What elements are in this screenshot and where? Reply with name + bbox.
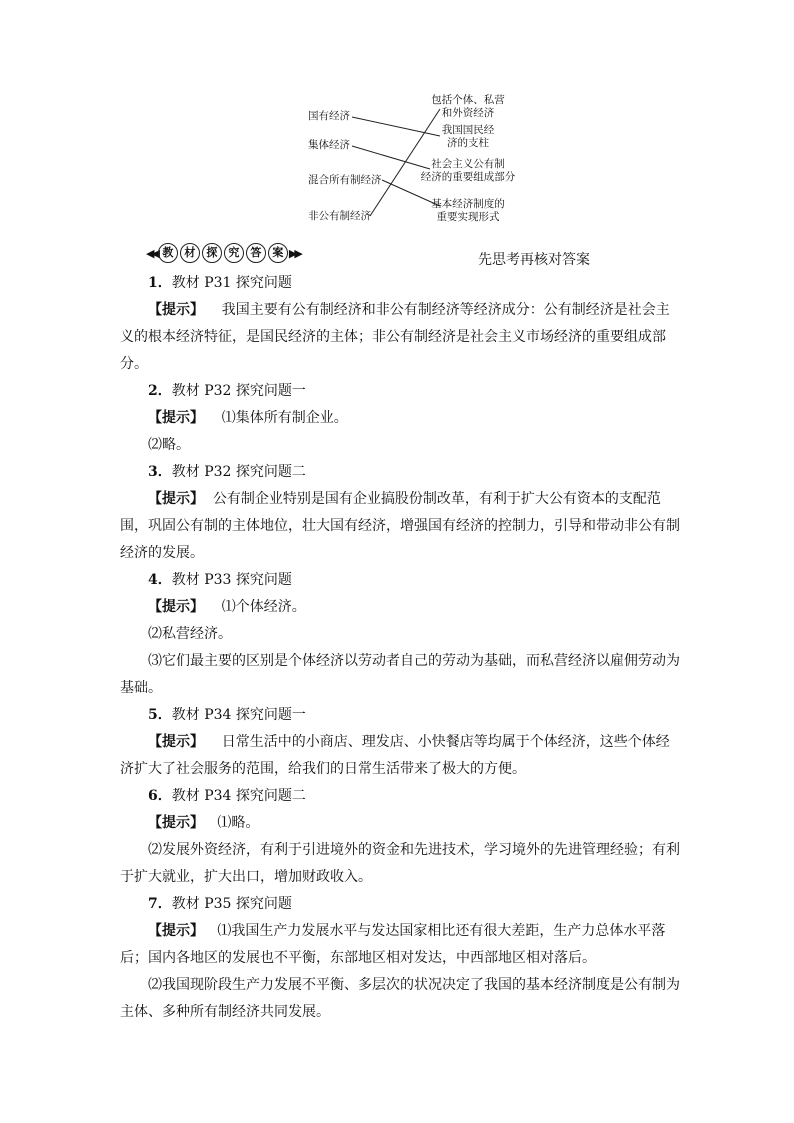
banner-char: 究 [224, 243, 244, 263]
question-heading: 6．教材 P34 探究问题二 [148, 788, 306, 804]
answer-paragraph: 【提示】 我国主要有公有制经济和非公有制经济等经济成分：公有制经济是社会主义的根本经济特征，是国民经济的主体；非公有制经济是社会主义市场经济的重要组成部分。 [120, 302, 670, 372]
question-heading: 1．教材 P31 探究问题 [148, 275, 292, 291]
question-heading: 2．教材 P32 探究问题一 [148, 383, 306, 399]
answer-paragraph: ⑵私营经济。 [148, 626, 232, 642]
answer-paragraph: 【提示】 日常生活中的小商店、理发店、小快餐店等均属于个体经济，这些个体经济扩大了社会服务的范围，给我们的日常生活带来了极大的方便。 [120, 734, 670, 777]
answer-paragraph: 【提示】 ⑴集体所有制企业。 [148, 410, 348, 426]
right-item: 基本经济制度的 重要实现形式 [431, 198, 505, 223]
answer-paragraph: 【提示】 ⑴个体经济。 [148, 599, 306, 615]
answer-paragraph: 【提示】 公有制企业特别是国有企业搞股份制改革，有利于扩大公有资本的支配范围，巩固公有制的主体地位，壮大国有经济，增强国有经济的控制力，引导和带动非公有制经济的发展。 [120, 491, 680, 561]
left-arrows-icon: ◀◀ [146, 246, 157, 260]
answer-paragraph: 【提示】 ⑴略。 [148, 815, 260, 831]
banner-char: 材 [180, 243, 200, 263]
answer-paragraph: ⑵我国现阶段生产力发展不平衡、多层次的状况决定了我国的基本经济制度是公有制为主体、多种所有制经济共同发展。 [120, 977, 680, 1020]
banner-char: 探 [202, 243, 222, 263]
right-item: 社会主义公有制 经济的重要组成部分 [420, 158, 516, 183]
matching-diagram [300, 92, 540, 227]
answer-paragraph: 【提示】 ⑴我国生产力发展水平与发达国家相比还有很大差距，生产力总体水平落后；国内各地区的发展也不平衡，东部地区相对发达，中西部地区相对落后。 [120, 923, 666, 966]
left-item: 集体经济 [308, 139, 350, 151]
question-heading: 4．教材 P33 探究问题 [148, 572, 292, 588]
answer-content [120, 270, 680, 1026]
question-heading: 3．教材 P32 探究问题二 [148, 464, 306, 480]
right-item: 包括个体、私营 和外资经济 [431, 94, 505, 119]
left-item: 国有经济 [308, 110, 350, 122]
right-item: 我国国民经 济的支柱 [441, 124, 495, 149]
left-item: 混合所有制经济 [308, 174, 382, 186]
question-heading: 5．教材 P34 探究问题一 [148, 707, 306, 723]
question-heading: 7．教材 P35 探究问题 [148, 896, 292, 912]
right-arrows-icon: ▶▶ [288, 246, 300, 260]
answer-paragraph: ⑵发展外资经济，有利于引进境外的资金和先进技术，学习境外的先进管理经验；有利于扩大就业，扩大出口，增加财政收入。 [120, 842, 680, 885]
banner-hint: 先思考再核对答案 [478, 252, 590, 268]
section-banner [146, 243, 300, 263]
banner-char: 答 [246, 243, 266, 263]
answer-paragraph: ⑵略。 [148, 437, 190, 453]
banner-char: 案 [268, 243, 288, 263]
left-item: 非公有制经济 [308, 210, 371, 222]
banner-char: 教 [158, 243, 178, 263]
answer-paragraph: ⑶它们最主要的区别是个体经济以劳动者自己的劳动为基础，而私营经济以雇佣劳动为基础。 [120, 653, 680, 696]
